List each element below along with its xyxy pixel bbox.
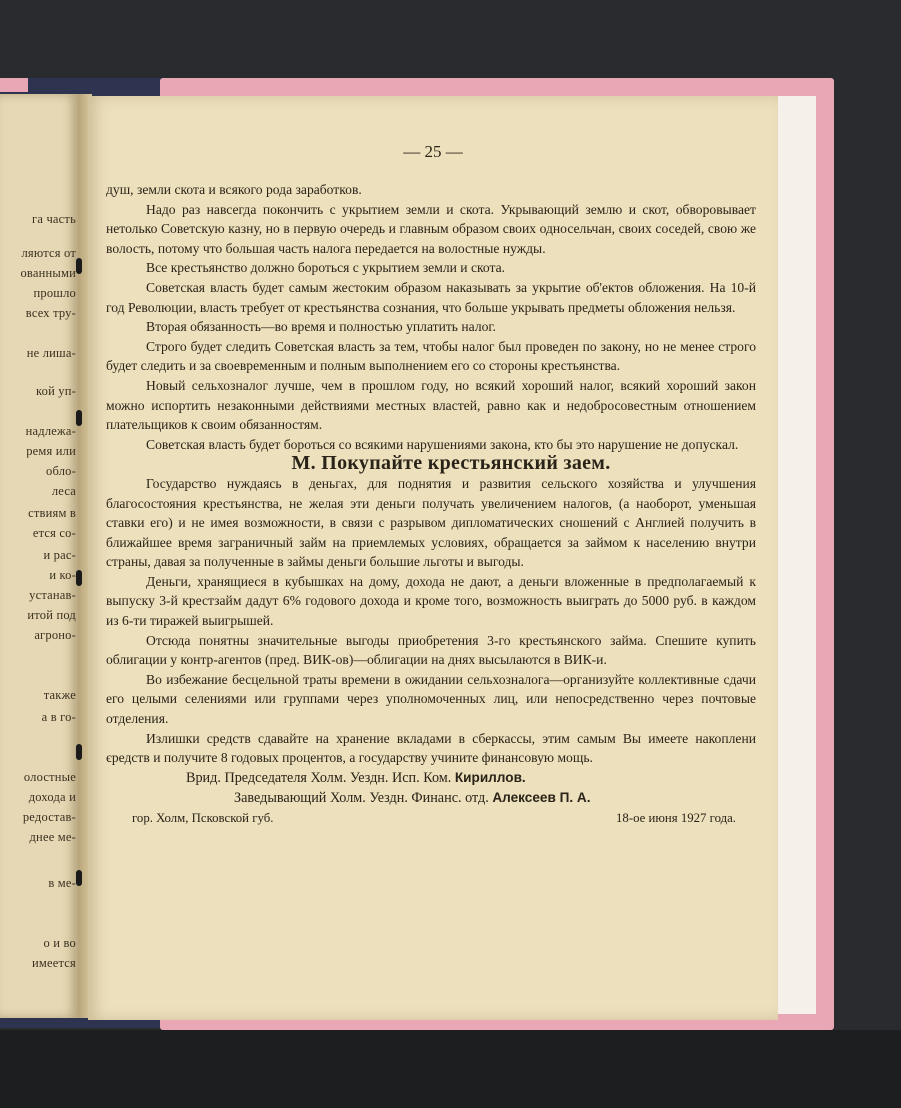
left-page-text-fragment: о и во	[43, 936, 76, 950]
page-text	[106, 180, 756, 829]
left-page-text-fragment: леса	[51, 484, 76, 498]
right-page	[88, 96, 778, 1020]
signature-title: Заведывающий Холм. Уездн. Финанс. отд.	[234, 790, 489, 807]
left-page-text-fragment: в ме-	[48, 876, 76, 890]
left-page-text-fragment: ремя или	[26, 444, 76, 458]
left-page-text-fragment: га часть	[32, 212, 76, 226]
paragraph: Излишки средств сдавайте на хранение вкладами в сберкассы, этим самым Вы имеете накоплени єредств и получите 8 годовых процентов, а государству учините финансовую мощь.	[106, 730, 756, 766]
paragraph: Отсюда понятны значительные выгоды приобретения 3-го крестьянского займа. Спешите купить облигации у контр-агентов (пред. ВИК-ов)—облигации на днях высылаются в ВИК-и.	[106, 632, 756, 668]
paragraph: Советская власть будет самым жестоким образом наказывать за укрытие об'ектов обложения. На 10-й год Революции, власть требует от крестьянства сознания, что больше укрывать предметы обложения нельзя.	[106, 279, 756, 315]
paragraph: Вторая обязанность—во время и полностью уплатить налог.	[146, 319, 496, 335]
left-page-text-fragment: агроно-	[34, 628, 76, 642]
left-page-text-fragment: ствиям в	[28, 506, 76, 520]
left-page	[0, 94, 78, 1018]
paragraph: душ, земли скота и всякого рода заработков.	[106, 182, 362, 197]
binding-stitch	[76, 410, 82, 426]
left-page-text-fragment: и ко-	[49, 568, 76, 582]
footer-line	[106, 809, 756, 829]
left-page-text-fragment: кой уп-	[35, 384, 76, 398]
left-page-text-fragment: устанав-	[29, 588, 76, 602]
left-page-text-fragment: олостные	[23, 770, 76, 784]
section-heading: М. Покупайте крестьянский заем.	[291, 452, 611, 475]
binding-stitch	[76, 870, 82, 886]
left-page-text-fragment: имеется	[31, 956, 76, 970]
paragraph: Во избежание бесцельной траты времени в ожидании сельхозналога—организуйте коллективные сдачи его целыми селениями или группами через уполномоченных лиц, или непосредственно через почтовые отделения.	[106, 671, 756, 727]
cover-corner	[0, 78, 28, 92]
paragraph: Деньги, хранящиеся в кубышках на дому, дохода не дают, а деньги вложенные в предполагаемый к выпуску 3-й крестзайм дадут 6% годового дохода и кроме того, возможность выиграть до 5000 руб. в каждом из 6-ти тиражей выигрышей.	[106, 573, 756, 629]
paragraph: Новый сельхозналог лучше, чем в прошлом году, но всякий хороший налог, всякий хороший закон можно испортить незаконными действиями местных властей, равно как и недобросовестным отношением плательщиков к своим обязанностям.	[106, 377, 756, 433]
left-page-text-fragment: прошло	[33, 286, 76, 300]
left-page-text-fragment: ется со-	[32, 526, 76, 540]
paragraph: Надо раз навсегда покончить с укрытием земли и скота. Укрывающий землю и скот, обворовывает нетолько Советскую казну, но в первую очередь и главным образом своих односельчан, своих соседей, свою же волость, потому что большая часть налога передается на волостные нужды.	[106, 201, 756, 256]
left-page-text-fragment: не лиша-	[26, 346, 76, 360]
left-page-text-fragment: всех тру-	[25, 306, 76, 320]
paragraph: Государство нуждаясь в деньгах, для поднятия и развития сельского хозяйства и улучшения благосостояния крестьянства, не желая эти деньги получать увеличением налогов, (а наоборот, уменьшая ставки его) и не имея возможности, в связи с разрывом дипломатических сношений с Англией получить в ближайшее время заграничный займ на приемлемых условиях, обращается за займом к населению внутри страны, давая за полученные в займы деньги большие льготы и выгоды.	[106, 475, 756, 570]
binding-stitch	[76, 258, 82, 274]
binding-stitch	[76, 744, 82, 760]
place-of-print: гор. Холм, Псковской губ.	[132, 811, 274, 825]
background-floor	[0, 1030, 901, 1108]
left-page-text-fragment: днее ме-	[29, 830, 76, 844]
left-page-text-fragment: ованными	[20, 266, 76, 280]
left-page-text-fragment: итой под	[27, 608, 76, 622]
left-page-text-fragment: обло-	[46, 464, 76, 478]
left-page-text-fragment: дохода и	[28, 790, 76, 804]
left-page-text-fragment: ляются от	[21, 246, 76, 260]
signature-name: Кириллов.	[454, 769, 526, 785]
left-page-text-fragment: также	[43, 688, 76, 702]
signature-name: Алексеев П. А.	[492, 790, 591, 806]
paragraph: Советская власть будет бороться со всякими нарушениями закона, кто бы это нарушение не допускал.	[146, 436, 739, 452]
paragraph: Строго будет следить Советская власть за тем, чтобы налог был проведен по закону, но не менее строго будет следить и за своевременным и полным выполнением его со стороны крестьянства.	[106, 338, 756, 374]
document-date: 18-ое июня 1927 года.	[616, 811, 736, 825]
signature-line	[106, 768, 756, 789]
page-number: — 25 —	[403, 142, 463, 161]
paragraph: Все крестьянство должно бороться с укрытием земли и скота.	[146, 260, 506, 276]
left-page-text-fragment: редостав-	[22, 810, 76, 824]
binding-stitch	[76, 570, 82, 586]
left-page-text-fragment: надлежа-	[25, 424, 76, 438]
left-page-text-fragment: а в го-	[41, 710, 76, 724]
signature-line	[106, 788, 756, 809]
left-page-text-fragment: и рас-	[43, 548, 76, 562]
signature-title: Врид. Председателя Холм. Уездн. Исп. Ком.	[186, 769, 452, 786]
